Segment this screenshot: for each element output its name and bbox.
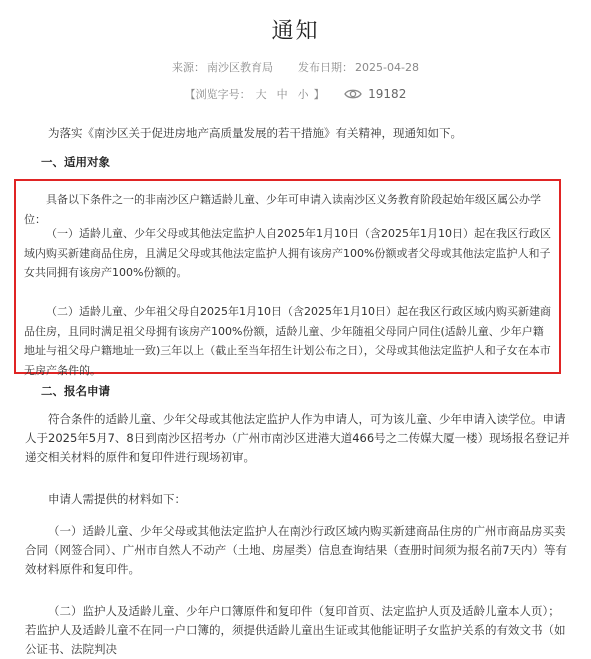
view-count: 19182 bbox=[368, 87, 407, 101]
materials-intro: 申请人需提供的材料如下： bbox=[48, 492, 186, 506]
page-title: 通知 bbox=[271, 19, 320, 44]
section-heading-scope: 一、适用对象 bbox=[41, 155, 110, 169]
date-label: 发布日期： bbox=[298, 61, 354, 74]
font-size-suffix: 】 bbox=[313, 88, 325, 101]
material-item-1: （一）适龄儿童、少年父母或其他法定监护人在南沙行政区域内购买新建商品住房的广州市商品房买卖合同（网签合同）、广州市自然人不动产（土地、房屋类）信息查询结果（查册时间须为报名前7天内）等有效材料原件和复印件。 bbox=[25, 524, 568, 576]
article-meta bbox=[0, 59, 591, 75]
source-value: 南沙区教育局 bbox=[207, 61, 274, 74]
eligibility-item-2: （二）适龄儿童、少年祖父母自2025年1月10日（含2025年1月10日）起在我区行政区域内购买新建商品住房，且同时满足祖父母拥有该房产100%份额，适龄儿童、少年随祖父母同户同住(适龄儿童、少年户籍地址与祖父母户籍地址一致)三年以上（截止至当年招生计划公布之日），父母或其他法定监护人和子女在本市无房产条件的。 bbox=[24, 305, 551, 377]
font-size-bar bbox=[0, 86, 591, 103]
font-size-medium-button[interactable]: 中 bbox=[276, 88, 288, 101]
intro-paragraph: 为落实《南沙区关于促进房地产高质量发展的若干措施》有关精神，现通知如下。 bbox=[48, 126, 462, 140]
font-size-large-button[interactable]: 大 bbox=[255, 88, 267, 101]
section-heading-apply: 二、报名申请 bbox=[41, 384, 110, 398]
font-size-prefix: 【浏览字号： bbox=[184, 88, 251, 101]
font-size-small-button[interactable]: 小 bbox=[297, 88, 309, 101]
eye-icon bbox=[344, 88, 362, 103]
apply-paragraph: 符合条件的适龄儿童、少年父母或其他法定监护人作为申请人，可为该儿童、少年申请入读学位。申请人于2025年5月7、8日到南沙区招考办（广州市南沙区进港大道466号之二传媒大厦一楼）现场报名登记并递交相关材料的原件和复印件进行现场初审。 bbox=[25, 412, 570, 464]
material-item-2: （二）监护人及适龄儿童、少年户口簿原件和复印件（复印首页、法定监护人页及适龄儿童本人页）；若监护人及适龄儿童不在同一户口簿的，须提供适龄儿童出生证或其他能证明子女监护关系的有效文书（如公证书、法院判决 bbox=[25, 604, 566, 656]
eligibility-item-1: （一）适龄儿童、少年父母或其他法定监护人自2025年1月10日（含2025年1月10日）起在我区行政区域内购买新建商品住房，且满足父母或其他法定监护人拥有该房产100%份额或者父母或其他法定监护人和子女共同拥有该房产100%份额的。 bbox=[24, 227, 551, 279]
source-label: 来源： bbox=[172, 61, 206, 74]
publish-date: 2025-04-28 bbox=[355, 61, 419, 74]
eligibility-intro: 具备以下条件之一的非南沙区户籍适龄儿童、少年可申请入读南沙区义务教育阶段起始年级区属公办学位： bbox=[24, 193, 541, 226]
